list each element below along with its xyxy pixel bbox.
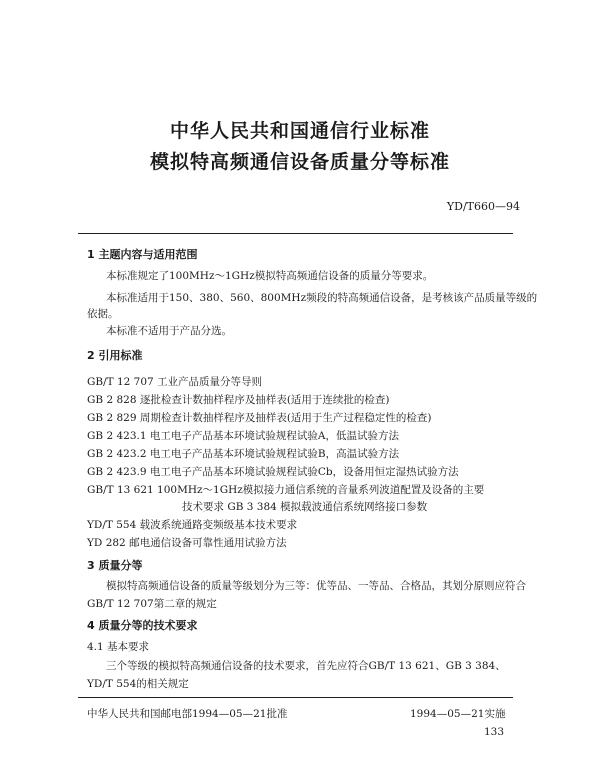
section-3-heading: 3 质量分等: [87, 559, 143, 572]
reference-item: GB 2 423.1 电工电子产品基本环境试验规程试验A，低温试验方法: [87, 430, 399, 442]
standard-number: YD/T660—94: [446, 200, 520, 213]
section-4-1-heading: 4.1 基本要求: [87, 641, 150, 653]
implementation-date: 1994—05—21实施: [410, 708, 506, 720]
section-4-heading: 4 质量分等的技术要求: [87, 619, 198, 632]
document-title-line1: 中华人民共和国通信行业标准: [169, 120, 430, 142]
reference-item: YD/T 554 载波系统通路变频级基本技术要求: [87, 519, 298, 531]
section-1-heading: 1 主题内容与适用范围: [87, 248, 198, 261]
document-title-line2: 模拟特高频通信设备质量分等标准: [149, 151, 450, 173]
reference-item: YD 282 邮电通信设备可靠性通用试验方法: [87, 537, 287, 549]
header-divider: [78, 233, 513, 234]
section-3-para-line-1: 模拟特高频通信设备的质量等级划分为三等：优等品、一等品、合格品，其划分原则应符合: [106, 580, 526, 592]
footer-divider: [78, 697, 513, 698]
section-1-para-2-line-2: 依据。: [87, 308, 119, 320]
page-number: 133: [484, 726, 505, 738]
section-4-para-line-2: YD/T 554的相关规定: [87, 678, 189, 690]
reference-item: GB/T 13 621 100MHz～1GHz模拟接力通信系统的音量系列波道配置及设备的主要: [87, 484, 485, 496]
reference-item-continuation: 技术要求 GB 3 384 模拟载波通信系统网络接口参数: [182, 501, 428, 513]
approval-statement: 中华人民共和国邮电部1994—05—21批准: [87, 708, 288, 720]
section-2-heading: 2 引用标准: [87, 349, 143, 362]
section-1-para-1: 本标准规定了100MHz～1GHz模拟特高频通信设备的质量分等要求。: [106, 270, 434, 282]
reference-item: GB 2 423.9 电工电子产品基本环境试验规程试验Cb，设备用恒定湿热试验方法: [87, 466, 459, 478]
section-1-para-2-line-1: 本标准适用于150、380、560、800MHz频段的特高频通信设备，是考核该产品质量等级的: [106, 292, 538, 304]
reference-item: GB 2 829 周期检查计数抽样程序及抽样表(适用于生产过程稳定性的检查): [87, 412, 432, 424]
reference-item: GB 2 828 逐批检查计数抽样程序及抽样表(适用于连续批的检查): [87, 394, 390, 406]
section-4-para-line-1: 三个等级的模拟特高频通信设备的技术要求，首先应符合GB/T 13 621、GB 3 384、: [106, 660, 506, 672]
section-3-para-line-2: GB/T 12 707第二章的规定: [87, 598, 217, 610]
reference-item: GB 2 423.2 电工电子产品基本环境试验规程试验B，高温试验方法: [87, 448, 400, 460]
section-1-para-3: 本标准不适用于产品分选。: [106, 325, 232, 337]
reference-item: GB/T 12 707 工业产品质量分等导则: [87, 376, 263, 388]
